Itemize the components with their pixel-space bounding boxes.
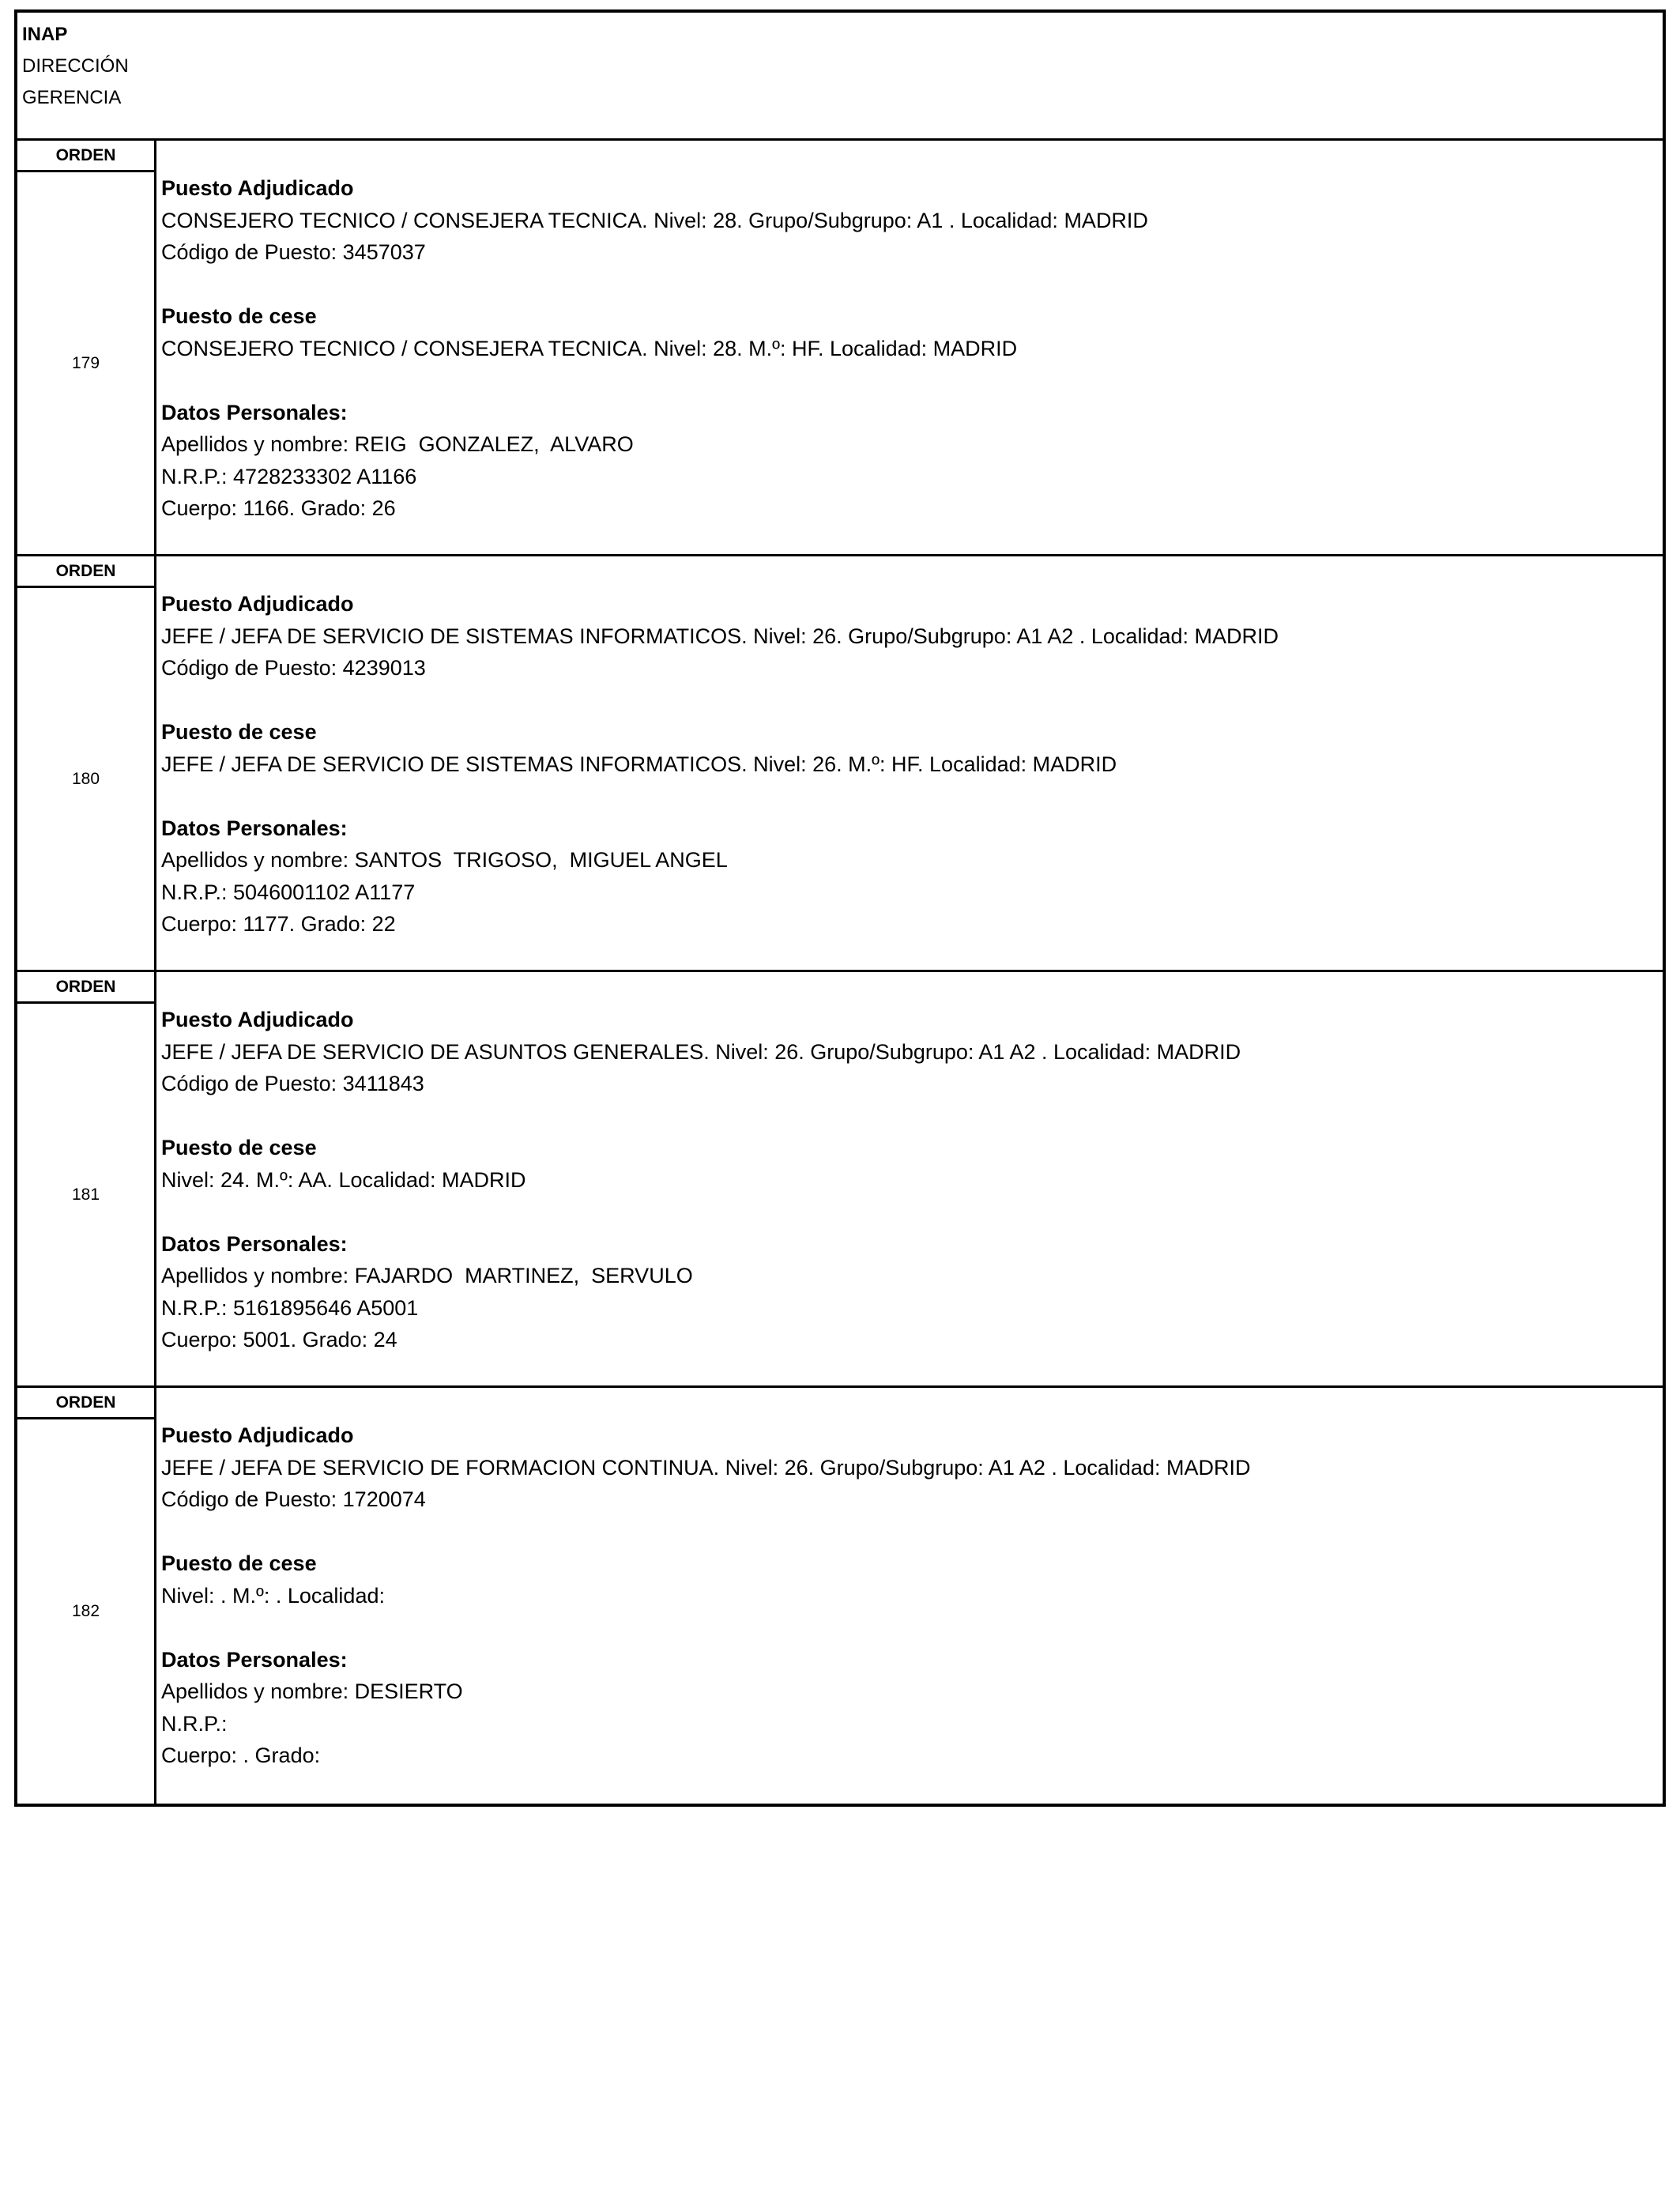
codigo-puesto: Código de Puesto: 3411843: [161, 1072, 424, 1095]
entry-details: [156, 1388, 1663, 1804]
entry-details: [156, 556, 1663, 970]
order-number: 179: [71, 353, 100, 372]
puesto-cese-heading: Puesto de cese: [161, 720, 317, 744]
puesto-cese-heading: Puesto de cese: [161, 1551, 317, 1575]
puesto-adjudicado-text: JEFE / JEFA DE SERVICIO DE ASUNTOS GENERALES. Nivel: 26. Grupo/Subgrupo: A1 A2 . Localidad: MADRID: [161, 1039, 1241, 1064]
datos-personales-heading: Datos Personales:: [161, 816, 348, 840]
entry-details: [156, 972, 1663, 1385]
order-number: 181: [71, 1185, 100, 1204]
cuerpo-grado: Cuerpo: 1177. Grado: 22: [161, 912, 396, 936]
puesto-cese-heading: Puesto de cese: [161, 1136, 317, 1159]
apellidos-nombre: Apellidos y nombre: DESIERTO: [161, 1679, 463, 1703]
apellidos-nombre: Apellidos y nombre: FAJARDO MARTINEZ, SERVULO: [161, 1264, 693, 1287]
entry-row: [17, 972, 1663, 1388]
nrp: N.R.P.: 5046001102 A1177: [161, 880, 416, 904]
order-cell: [17, 556, 156, 970]
nrp: N.R.P.: 4728233302 A1166: [161, 464, 417, 488]
puesto-cese-text: JEFE / JEFA DE SERVICIO DE SISTEMAS INFORMATICOS. Nivel: 26. M.º: HF. Localidad: MADRID: [161, 752, 1117, 776]
apellidos-nombre: Apellidos y nombre: SANTOS TRIGOSO, MIGUEL ANGEL: [161, 848, 728, 872]
order-number: 180: [71, 769, 100, 788]
entry-details: [156, 141, 1663, 554]
puesto-cese-text: Nivel: 24. M.º: AA. Localidad: MADRID: [161, 1167, 526, 1192]
entry-row: [17, 556, 1663, 972]
order-cell: [17, 1388, 156, 1804]
puesto-adjudicado-text: JEFE / JEFA DE SERVICIO DE FORMACION CONTINUA. Nivel: 26. Grupo/Subgrupo: A1 A2 . Localidad: MADRID: [161, 1455, 1251, 1480]
entry-row: [17, 141, 1663, 556]
puesto-adjudicado-text: JEFE / JEFA DE SERVICIO DE SISTEMAS INFORMATICOS. Nivel: 26. Grupo/Subgrupo: A1 A2 . Localidad: MADRID: [161, 624, 1279, 648]
codigo-puesto: Código de Puesto: 4239013: [161, 656, 426, 680]
header-gerencia: GERENCIA: [22, 87, 122, 108]
resolution-table: [14, 9, 1666, 1807]
order-label: ORDEN: [17, 141, 154, 172]
puesto-cese-heading: Puesto de cese: [161, 304, 317, 328]
cuerpo-grado: Cuerpo: 1166. Grado: 26: [161, 496, 396, 520]
datos-personales-heading: Datos Personales:: [161, 400, 348, 424]
puesto-adjudicado-heading: Puesto Adjudicado: [161, 1008, 354, 1031]
puesto-cese-text: CONSEJERO TECNICO / CONSEJERA TECNICA. Nivel: 28. M.º: HF. Localidad: MADRID: [161, 336, 1018, 360]
org-name: INAP: [22, 24, 68, 45]
puesto-cese-text: Nivel: . M.º: . Localidad:: [161, 1583, 385, 1608]
order-label: ORDEN: [17, 1388, 154, 1419]
order-cell: [17, 972, 156, 1385]
order-label: ORDEN: [17, 972, 154, 1004]
cuerpo-grado: Cuerpo: 5001. Grado: 24: [161, 1328, 397, 1351]
nrp: N.R.P.: 5161895646 A5001: [161, 1295, 419, 1320]
datos-personales-heading: Datos Personales:: [161, 1231, 348, 1256]
document-header: [17, 13, 1663, 141]
order-number: 182: [71, 1602, 100, 1620]
nrp: N.R.P.:: [161, 1711, 228, 1736]
datos-personales-heading: Datos Personales:: [161, 1647, 348, 1672]
puesto-adjudicado-heading: Puesto Adjudicado: [161, 176, 354, 200]
codigo-puesto: Código de Puesto: 3457037: [161, 240, 426, 264]
apellidos-nombre: Apellidos y nombre: REIG GONZALEZ, ALVARO: [161, 432, 634, 456]
entry-row: [17, 1388, 1663, 1804]
order-label: ORDEN: [17, 556, 154, 588]
puesto-adjudicado-heading: Puesto Adjudicado: [161, 592, 354, 616]
cuerpo-grado: Cuerpo: . Grado:: [161, 1744, 321, 1767]
order-cell: [17, 141, 156, 554]
puesto-adjudicado-heading: Puesto Adjudicado: [161, 1423, 354, 1447]
header-direccion: DIRECCIÓN: [22, 55, 129, 77]
codigo-puesto: Código de Puesto: 1720074: [161, 1487, 426, 1511]
puesto-adjudicado-text: CONSEJERO TECNICO / CONSEJERA TECNICA. Nivel: 28. Grupo/Subgrupo: A1 . Localidad: MADRID: [161, 208, 1148, 232]
